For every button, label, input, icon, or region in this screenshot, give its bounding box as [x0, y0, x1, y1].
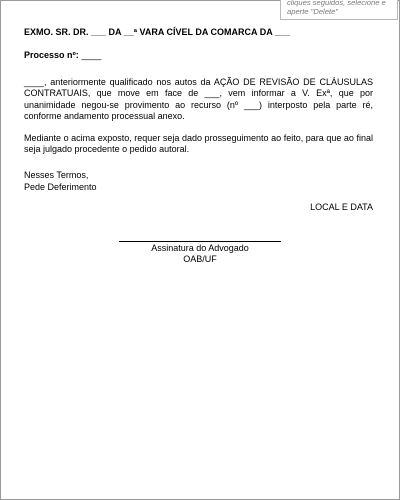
signature-name: Assinatura do Advogado — [151, 243, 249, 253]
signature-oab: OAB/UF — [183, 254, 217, 265]
signature-block — [119, 241, 281, 265]
process-number-blank: ____ — [78, 50, 102, 60]
body-paragraph-1: ____, anteriormente qualificado nos autos da AÇÃO DE REVISÃO DE CLÁUSULAS CONTRATUAIS, que move em face de ___, vem informar a V. Exª, que por unanimidade negou-se provimento ao recurso (nº ___) interposto pela parte ré, conforme andamento processual anexo. — [24, 77, 373, 121]
instruction-note: cliques seguidos, selecione e aperte "Delete" — [280, 0, 398, 20]
petition-document — [24, 26, 373, 265]
closing-line-terms: Nesses Termos, — [24, 170, 89, 181]
closing-block — [24, 170, 373, 192]
signature-line — [119, 241, 281, 242]
closing-line-request: Pede Deferimento — [24, 181, 97, 192]
process-number-label: Processo nº: — [24, 50, 79, 60]
process-number-line — [24, 50, 373, 61]
body-paragraph-2: Mediante o acima exposto, requer seja dado prosseguimento ao feito, para que ao final seja julgado procedente o pedido autoral. — [24, 133, 373, 155]
location-date: LOCAL E DATA — [310, 202, 373, 212]
addressee-heading: EXMO. SR. DR. ___ DA __ª VARA CÍVEL DA COMARCA DA ___ — [24, 27, 290, 37]
